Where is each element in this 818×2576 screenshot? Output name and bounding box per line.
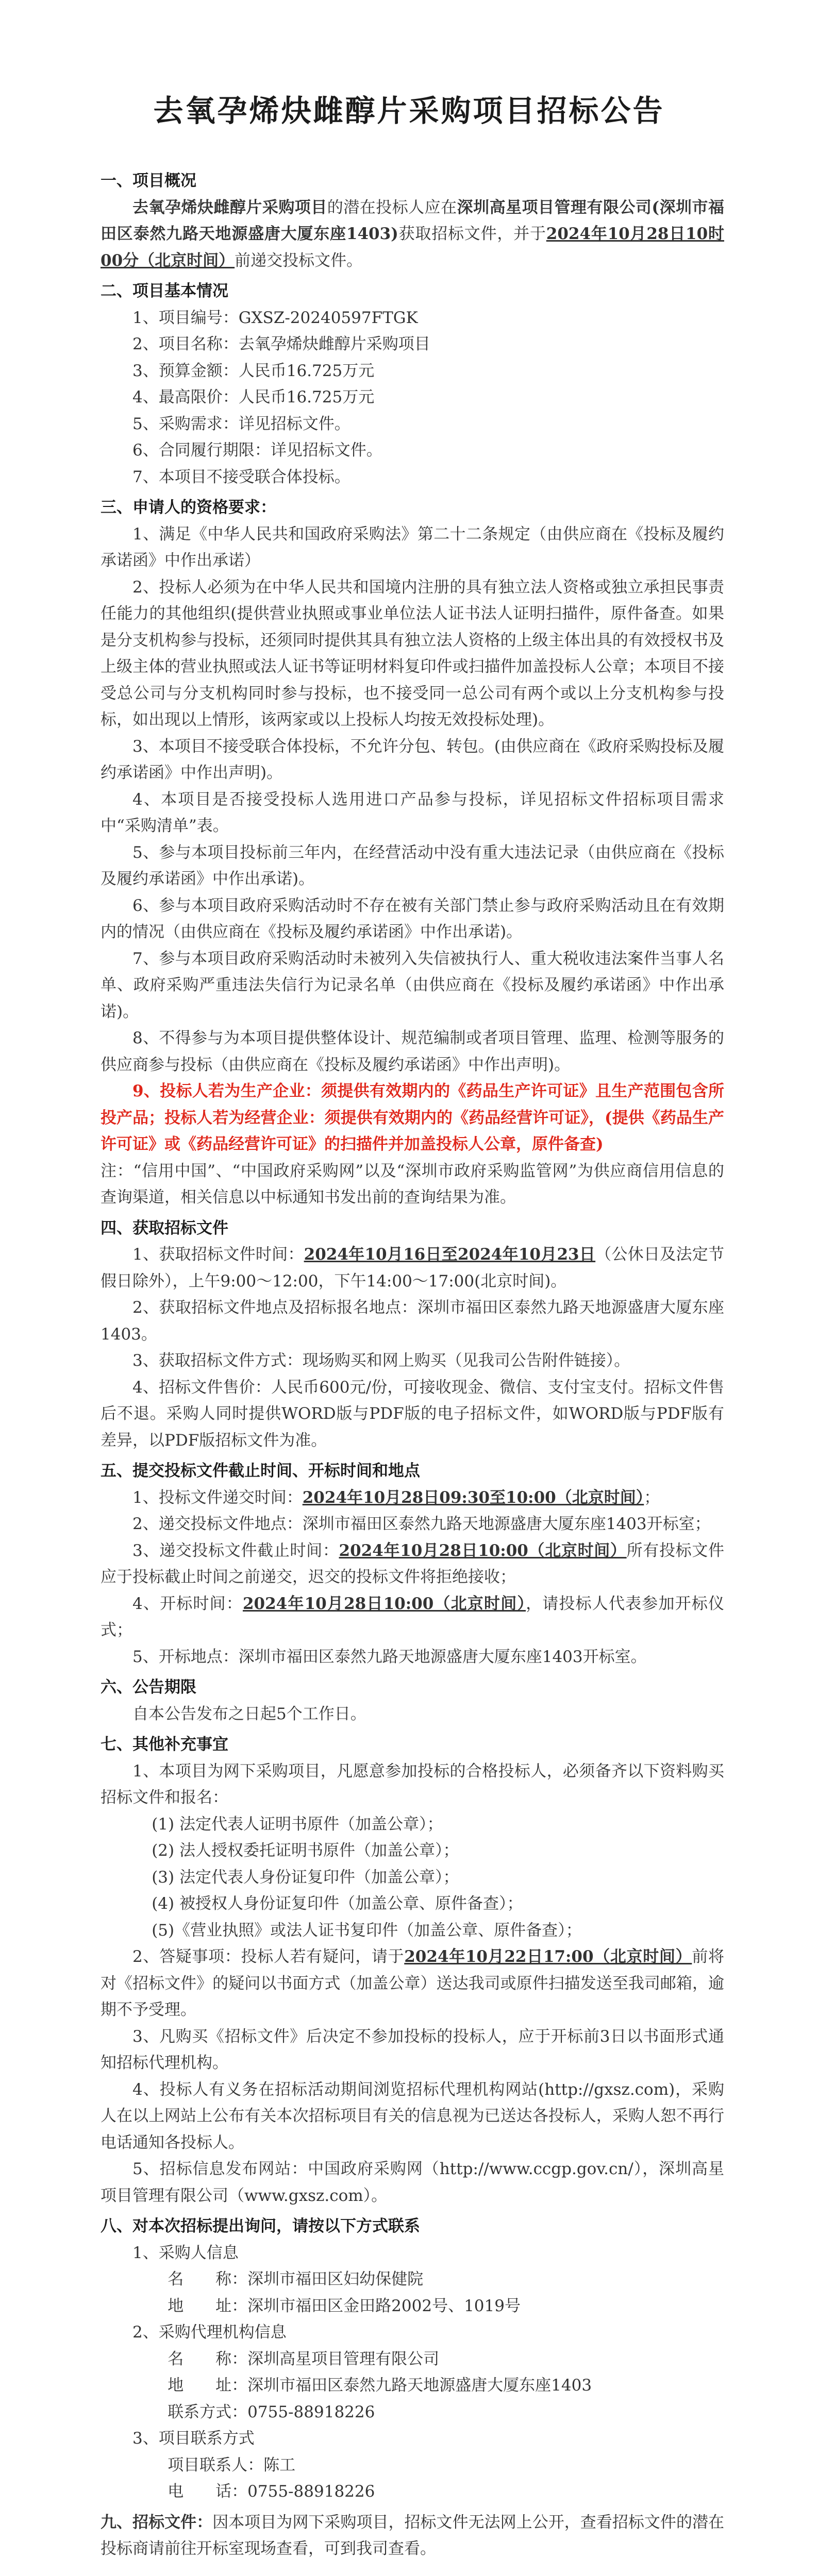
- obtain-method: 3、获取招标文件方式：现场购买和网上购买（见我司公告附件链接）。: [132, 1351, 630, 1370]
- qualification-item-license: 9、投标人若为生产企业：须提供有效期内的《药品生产许可证》且生产范围包含所投产品；投标人若为经营企业：须提供有效期内的《药品经营许可证》，(提供《药品生产许可证》或《药品经营许可证》的扫描件并加盖投标人公章，原件备查): [101, 1082, 724, 1154]
- announcement-body: [101, 164, 724, 2563]
- qualification-item: 7、参与本项目政府采购活动时未被列入失信被执行人、重大税收违法案件当事人名单、政府采购严重违法失信行为记录名单（由供应商在《投标及履约承诺函》中作出承诺)。: [101, 949, 724, 1021]
- qa-deadline: 2024年10月22日17:00（北京时间）: [404, 1947, 692, 1966]
- submission-time-end: ；: [644, 1488, 660, 1507]
- other-item: 3、凡购买《招标文件》后决定不参加投标的投标人，应于开标前3日以书面形式通知招标代理机构。: [101, 2027, 724, 2072]
- opening-time-value: 2024年10月28日10:00（北京时间）: [242, 1594, 526, 1613]
- agency-address: 地 址：深圳市福田区泰然九路天地源盛唐大厦东座1403: [168, 2376, 592, 2395]
- basic-info-item: 4、最高限价：人民币16.725万元: [132, 388, 375, 406]
- qualification-item: 5、参与本项目投标前三年内，在经营活动中没有重大违法记录（由供应商在《投标及履约承诺函》中作出承诺)。: [101, 843, 724, 888]
- submission-time-label: 1、投标文件递交时间：: [132, 1488, 303, 1507]
- contact-group-title: 3、项目联系方式: [132, 2429, 255, 2448]
- credit-note: 注：“信用中国”、“中国政府采购网”以及“深圳市政府采购监管网”为供应商信用信息的查询渠道，相关信息以中标通知书发出前的查询结果为准。: [101, 1161, 724, 1207]
- opening-time: [101, 1591, 724, 1644]
- qualification-item: 4、本项目是否接受投标人选用进口产品参与投标，详见招标文件招标项目需求中“采购清单”表。: [101, 790, 724, 835]
- other-item: 5、招标信息发布网站：中国政府采购网（http://www.ccgp.gov.cn/），深圳高星项目管理有限公司（www.gxsz.com）。: [101, 2160, 724, 2205]
- required-doc: (4) 被授权人身份证复印件（加盖公章、原件备查）；: [152, 1894, 523, 1913]
- submission-deadline-label: 3、递交投标文件截止时间：: [132, 1541, 339, 1560]
- obtain-time-label: 1、获取招标文件时间：: [132, 1245, 304, 1264]
- section-heading-obtain-docs: 四、获取招标文件: [101, 1218, 228, 1238]
- basic-info-item: 1、项目编号：GXSZ-20240597FTGK: [132, 308, 418, 327]
- agency-name: 名 称：深圳高星项目管理有限公司: [168, 2349, 440, 2368]
- overview-text: 的潜在投标人应在: [327, 198, 457, 217]
- qa-label: 2、答疑事项：投标人若有疑问，请于: [132, 1947, 405, 1966]
- section-heading-other: 七、其他补充事宜: [101, 1735, 228, 1754]
- qualification-item: 1、满足《中华人民共和国政府采购法》第二十二条规定（由供应商在《投标及履约承诺函》中作出承诺）: [101, 524, 724, 570]
- opening-time-label: 4、开标时间：: [132, 1594, 243, 1613]
- qualification-item: 3、本项目不接受联合体投标，不允许分包、转包。(由供应商在《政府采购投标及履约承诺函》中作出声明)。: [101, 737, 724, 782]
- submission-time: [101, 1485, 724, 1512]
- tender-docs-paragraph: [101, 2510, 724, 2563]
- qa-item: [101, 1944, 724, 2024]
- agency-phone: 联系方式：0755-88918226: [168, 2402, 375, 2421]
- qa-detail: 前将对《招标文件》的疑问以书面方式（加盖公章）送达我司或原件扫描发送至我司邮箱，逾期不予受理。: [101, 1947, 725, 2019]
- qualification-item: 8、不得参与为本项目提供整体设计、规范编制或者项目管理、监理、检测等服务的供应商参与投标（由供应商在《投标及履约承诺函》中作出声明)。: [101, 1029, 724, 1074]
- section-heading-submission: 五、提交投标文件截止时间、开标时间和地点: [101, 1462, 420, 1480]
- section-heading-qualification: 三、申请人的资格要求：: [101, 498, 276, 517]
- submission-time-value: 2024年10月28日09:30至10:00（北京时间）: [302, 1488, 644, 1507]
- qualification-item: 2、投标人必须为在中华人民共和国境内注册的具有独立法人资格或独立承担民事责任能力的其他组织(提供营业执照或事业单位法人证书法人证明扫描件，原件备查。如果是分支机构参与投标，还须同时提供其具有独立法人资格的上级主体出具的有效授权书及上级主体的营业执照或法人证书等证明材料复印件或扫描件加盖投标人公章；本项目不接受总公司与分支机构同时参与投标，也不接受同一总公司有两个或以上分支机构参与投标，如出现以上情形，该两家或以上投标人均按无效投标处理)。: [101, 578, 724, 729]
- section-heading-period: 六、公告期限: [101, 1678, 196, 1697]
- submission-deadline-detail: 所有投标文件应于投标截止时间之前递交，迟交的投标文件将拒绝接收；: [101, 1541, 725, 1586]
- submission-deadline: [101, 1538, 724, 1591]
- section-heading-tender-docs: 九、招标文件：: [101, 2513, 213, 2532]
- submission-place: 2、递交投标文件地点：深圳市福田区泰然九路天地源盛唐大厦东座1403开标室；: [132, 1515, 711, 1533]
- overview-text: 获取招标文件，并于: [398, 225, 546, 243]
- basic-info-item: 2、项目名称：去氧孕烯炔雌醇片采购项目: [132, 335, 430, 353]
- deadline-text: 2024年10月28日10时00分（北京时间）: [101, 225, 724, 270]
- required-doc: (2) 法人授权委托证明书原件（加盖公章）；: [152, 1841, 459, 1860]
- opening-place: 5、开标地点：深圳市福田区泰然九路天地源盛唐大厦东座1403开标室。: [132, 1647, 647, 1666]
- basic-info-item: 6、合同履行期限：详见招标文件。: [132, 441, 382, 460]
- obtain-time-detail: （公休日及法定节假日除外），上午9:00～12:00，下午14:00～17:00(北京时间)。: [101, 1245, 724, 1291]
- required-doc: (1) 法定代表人证明书原件（加盖公章）；: [152, 1815, 443, 1834]
- page-title: 去氧孕烯炔雌醇片采购项目招标公告: [153, 93, 665, 128]
- overview-paragraph: [101, 195, 724, 275]
- overview-text: 前递交投标文件。: [235, 251, 363, 270]
- submission-deadline-value: 2024年10月28日10:00（北京时间）: [339, 1541, 627, 1560]
- obtain-time-value: 2024年10月16日至2024年10月23日: [304, 1245, 596, 1264]
- basic-info-item: 3、预算金额：人民币16.725万元: [132, 361, 375, 380]
- obtain-time: [101, 1242, 724, 1295]
- basic-info-item: 5、采购需求：详见招标文件。: [132, 414, 350, 433]
- section-heading-contact: 八、对本次招标提出询问，请按以下方式联系: [101, 2217, 420, 2235]
- other-item: 4、投标人有义务在招标活动期间浏览招标代理机构网站(http://gxsz.com)，采购人在以上网站上公布有关本次招标项目有关的信息视为已送达各投标人，采购人恕不再行电话通知各投标人。: [101, 2080, 724, 2152]
- project-phone: 电 话：0755-88918226: [168, 2482, 375, 2501]
- required-doc: (5)《营业执照》或法人证书复印件（加盖公章、原件备查）；: [152, 1921, 582, 1940]
- qualification-item: 6、参与本项目政府采购活动时不存在被有关部门禁止参与政府采购活动且在有效期内的情况（由供应商在《投标及履约承诺函》中作出承诺)。: [101, 896, 724, 941]
- purchaser-name: 名 称：深圳市福田区妇幼保健院: [168, 2270, 424, 2289]
- basic-info-item: 7、本项目不接受联合体投标。: [132, 467, 350, 486]
- required-doc: (3) 法定代表人身份证复印件（加盖公章）；: [152, 1868, 459, 1887]
- project-name-text: 去氧孕烯炔雌醇片采购项目: [132, 198, 327, 217]
- purchaser-address: 地 址：深圳市福田区金田路2002号、1019号: [168, 2296, 521, 2315]
- section-heading-overview: 一、项目概况: [101, 172, 196, 190]
- tender-docs-text: 因本项目为网下采购项目，招标文件无法网上公开，查看招标文件的潜在投标商请前往开标室现场查看，可到我司查看。: [101, 2513, 724, 2558]
- contact-group-title: 1、采购人信息: [132, 2243, 239, 2262]
- other-item: 1、本项目为网下采购项目，凡愿意参加投标的合格投标人，必须备齐以下资料购买招标文件和报名：: [101, 1761, 724, 1807]
- agency-address-text: 深圳高星项目管理有限公司(深圳市福田区泰然九路天地源盛唐大厦东座1403): [101, 198, 725, 243]
- project-contact: 项目联系人：陈工: [168, 2455, 296, 2475]
- section-heading-basic-info: 二、项目基本情况: [101, 282, 228, 300]
- contact-group-title: 2、采购代理机构信息: [132, 2323, 287, 2342]
- opening-time-detail: ，请投标人代表参加开标仪式；: [101, 1594, 725, 1639]
- period-text: 自本公告发布之日起5个工作日。: [132, 1704, 366, 1723]
- obtain-place: 2、获取招标文件地点及招标报名地点：深圳市福田区泰然九路天地源盛唐大厦东座1403。: [101, 1298, 724, 1344]
- obtain-price: 4、招标文件售价：人民币600元/份，可接收现金、微信、支付宝支付。招标文件售后不退。采购人同时提供WORD版与PDF版的电子招标文件，如WORD版与PDF版有差异，以PDF版招标文件为准。: [101, 1378, 724, 1450]
